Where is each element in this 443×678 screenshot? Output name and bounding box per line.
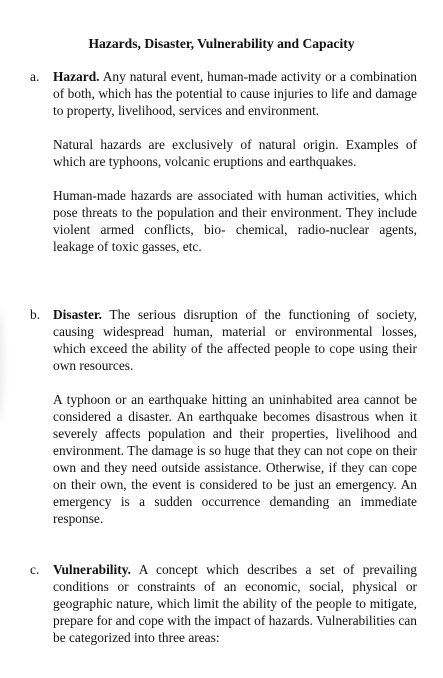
list-marker-a: a. [30,69,40,84]
page-title: Hazards, Disaster, Vulnerability and Capacity [88,36,355,51]
human-made-hazards-paragraph: Human-made hazards are associated with human activities, which pose threats to the population and their environment. They include violent armed conflicts, bio- chemical, radio-nuclear agents, leakage of toxic gasses, etc. [53,188,417,254]
vulnerability-definition-text: A concept which describes a set of prevailing conditions or constraints of an economic, social, physical or geographic nature, which limit the ability of the people to mitigate, prepare for and cope with the impact of hazards. Vulnerabilities can be categorized into three areas: [53,562,417,645]
disaster-example-paragraph: A typhoon or an earthquake hitting an uninhabited area cannot be considered a disaster. An earthquake becomes disastrous when it severely affects population and their properties, livelihood and environment. The damage is so huge that they can not cope on their own and they need outside assistance. Otherwise, if they can cope on their own, the event is considered to be just an emergency. An emergency is a sudden occurrence demanding an immediate response. [53,392,417,526]
section-hazard [0,68,443,255]
term-vulnerability: Vulnerability. [53,562,132,577]
section-vulnerability [0,561,443,646]
list-marker-b: b. [30,307,41,322]
term-hazard: Hazard. [53,69,100,84]
disaster-definition [53,306,417,374]
vulnerability-definition [53,561,417,646]
disaster-definition-text: The serious disruption of the functioning of society, causing widespread human, material or environmental losses, which exceed the ability of the affected people to cope using their own resources. [53,307,417,373]
hazard-definition-text: Any natural event, human-made activity or a combination of both, which has the potential to cause injuries to life and damage to property, livelihood, services and environment. [53,69,417,118]
hazard-definition [53,68,417,119]
term-disaster: Disaster. [53,307,102,322]
section-disaster [0,306,443,527]
list-marker-c: c. [30,562,40,577]
natural-hazards-paragraph: Natural hazards are exclusively of natural origin. Examples of which are typhoons, volcanic eruptions and earthquakes. [53,137,417,169]
